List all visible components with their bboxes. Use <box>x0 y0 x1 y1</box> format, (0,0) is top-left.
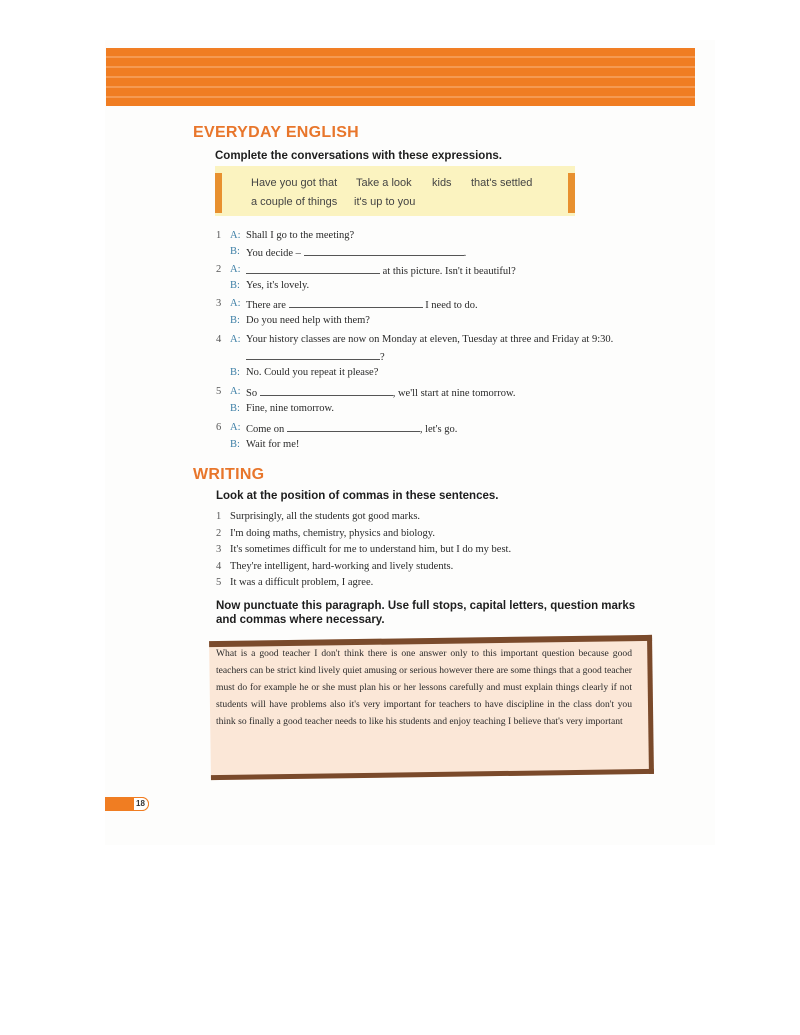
expression: a couple of things <box>251 196 338 208</box>
line-text: , we'll start at nine tomorrow. <box>392 388 516 399</box>
speaker-label: A: <box>230 422 241 433</box>
everyday-english-title: EVERYDAY ENGLISH <box>193 124 360 141</box>
line-text: So <box>246 388 260 399</box>
line-text: I need to do. <box>422 300 478 311</box>
line-text: Wait for me! <box>246 439 300 450</box>
writing-instruction: Look at the position of commas in these sentences. <box>216 490 499 502</box>
sentence-text: It was a difficult problem, I agree. <box>230 577 374 588</box>
answer-blank[interactable] <box>246 349 380 360</box>
speaker-label: A: <box>230 386 241 397</box>
sentence-text: I'm doing maths, chemistry, physics and biology. <box>230 528 435 539</box>
answer-blank[interactable] <box>304 245 464 256</box>
expression: kids <box>432 177 452 189</box>
answer-blank[interactable] <box>260 385 393 396</box>
line-text: No. Could you repeat it please? <box>246 367 379 378</box>
header-banner <box>106 48 695 106</box>
sentence-text: It's sometimes difficult for me to understand him, but I do my best. <box>230 544 512 555</box>
item-number: 3 <box>216 298 222 309</box>
item-number: 5 <box>216 577 222 588</box>
line-text: Come on <box>246 424 287 435</box>
line-text: Your history classes are now on Monday at eleven, Tuesday at three and Friday at 9:30. <box>246 334 614 345</box>
expression: that's settled <box>471 177 533 189</box>
item-number: 4 <box>216 561 222 572</box>
line-text: There are <box>246 300 289 311</box>
page-number: 18 <box>136 799 145 808</box>
speaker-label: A: <box>230 264 241 275</box>
line-text: Yes, it's lovely. <box>246 280 310 291</box>
speaker-label: B: <box>230 246 240 257</box>
speaker-label: B: <box>230 315 240 326</box>
item-number: 1 <box>216 511 222 522</box>
writing-title: WRITING <box>193 466 265 483</box>
line-text: Fine, nine tomorrow. <box>246 403 334 414</box>
item-number: 3 <box>216 544 222 555</box>
line-text: Do you need help with them? <box>246 315 370 326</box>
expression: it's up to you <box>354 196 416 208</box>
speaker-label: A: <box>230 298 241 309</box>
line-text: ? <box>380 352 385 363</box>
speaker-label: B: <box>230 403 240 414</box>
answer-blank[interactable] <box>289 297 423 308</box>
speaker-label: B: <box>230 280 240 291</box>
line-text: Shall I go to the meeting? <box>246 230 355 241</box>
box-right-bar <box>568 173 575 213</box>
page-number-cap <box>133 797 149 811</box>
paragraph-text: What is a good teacher I don't think there is one answer only to this important question because good teachers can be strict kind lively quiet amusing or serious however there are some things that a good teacher must do for example he or she must plan his or her lessons carefully and must explain things clearly if not students will have problems also it's very important for teachers to have discipline in the class don't you think so finally a good teacher needs to like his students and enjoy teaching I believe that's very important <box>216 648 632 727</box>
expression: Have you got that <box>251 177 338 189</box>
item-number: 1 <box>216 230 222 241</box>
answer-blank[interactable] <box>246 263 380 274</box>
item-number: 2 <box>216 528 222 539</box>
speaker-label: A: <box>230 334 241 345</box>
item-number: 2 <box>216 264 222 275</box>
everyday-english-instruction: Complete the conversations with these expressions. <box>215 150 502 162</box>
line-text: . <box>463 248 467 259</box>
item-number: 5 <box>216 386 222 397</box>
expression: Take a look <box>356 177 412 189</box>
page-number-tab <box>105 797 149 811</box>
line-text: at this picture. Isn't it beautiful? <box>380 266 516 277</box>
line-text: You decide – <box>246 248 304 259</box>
box-left-bar <box>215 173 222 213</box>
sentence-text: Surprisingly, all the students got good marks. <box>230 511 421 522</box>
speaker-label: B: <box>230 367 240 378</box>
line-text: , let's go. <box>419 424 458 435</box>
speaker-label: B: <box>230 439 240 450</box>
expressions-box <box>215 166 575 216</box>
item-number: 6 <box>216 422 222 433</box>
answer-blank[interactable] <box>287 421 420 432</box>
sentence-text: They're intelligent, hard-working and lively students. <box>230 561 454 572</box>
speaker-label: A: <box>230 230 241 241</box>
punctuate-instruction: Now punctuate this paragraph. Use full stops, capital letters, question marks and commas where necessary. <box>216 600 636 626</box>
item-number: 4 <box>216 334 222 345</box>
